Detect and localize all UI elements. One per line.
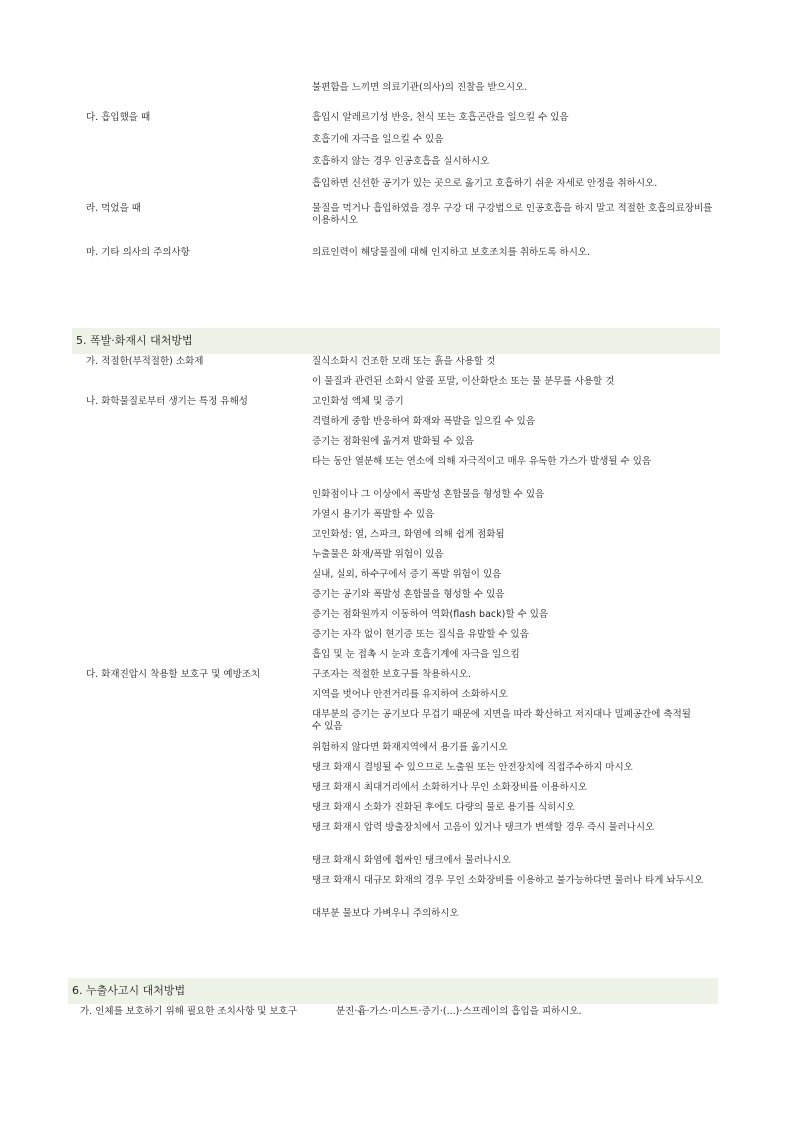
protect-value-8: 탱크 화재시 압력 방출장치에서 고음이 있거나 탱크가 변색할 경우 즉시 물러나시오 bbox=[312, 822, 655, 833]
protect-value-5: 탱크 화재시 결빙될 수 있으므로 노출원 또는 안전장치에 직접주수하지 마시오 bbox=[312, 762, 633, 773]
protect-value-11: 대부분 물보다 가벼우니 주의하시오 bbox=[312, 908, 459, 919]
section-5-title: 5. 폭발·화재시 대처방법 bbox=[72, 328, 720, 354]
hazard-value-5: 인화점이나 그 이상에서 폭발성 혼합물을 형성할 수 있음 bbox=[312, 489, 545, 500]
hazard-value-4: 타는 동안 열분해 또는 연소에 의해 자극적이고 매우 유독한 가스가 발생될 수 있음 bbox=[312, 456, 652, 467]
hazard-label: 나. 화학물질로부터 생기는 특정 유해성 bbox=[86, 396, 248, 407]
protect-value-2: 지역을 벗어나 안전거리를 유지하여 소화하시오 bbox=[312, 689, 508, 700]
body-protect-value: 분진·흄·가스·미스트·증기·(...)·스프레이의 흡입을 피하시오. bbox=[336, 1006, 582, 1017]
hazard-value-12: 증기는 자각 없이 현기증 또는 질식을 유발할 수 있음 bbox=[312, 629, 529, 640]
inhale-value-4: 흡입하면 신선한 공기가 있는 곳으로 옮기고 호흡하기 쉬운 자세로 안정을 취하시오. bbox=[312, 178, 658, 189]
hazard-value-6: 가열시 용기가 폭발할 수 있음 bbox=[312, 509, 435, 520]
doctor-value: 의료인력이 해당물질에 대해 인지하고 보호조치를 취하도록 하시오. bbox=[312, 247, 591, 258]
inhale-value-2: 호흡기에 자극을 일으킬 수 있음 bbox=[312, 134, 444, 145]
inhale-label: 다. 흡입했을 때 bbox=[86, 112, 151, 123]
protect-value-3: 대부분의 증기는 공기보다 무겁기 때문에 지면을 따라 확산하고 저지대나 밀폐공간에 축적될 수 있음 bbox=[312, 709, 691, 732]
protect-value-9: 탱크 화재시 화염에 휩싸인 탱크에서 물러나시오 bbox=[312, 855, 511, 866]
protect-label: 다. 화재진압시 착용할 보호구 및 예방조치 bbox=[86, 669, 261, 680]
hazard-value-2: 격렬하게 중합 반응하여 화재와 폭발을 일으킬 수 있음 bbox=[312, 416, 536, 427]
hazard-value-11: 증기는 점화원까지 이동하여 역화(flash back)할 수 있음 bbox=[312, 609, 549, 620]
ingest-label: 라. 먹었을 때 bbox=[86, 203, 141, 214]
protect-value-6: 탱크 화재시 최대거리에서 소화하거나 무인 소화장비를 이용하시오 bbox=[312, 782, 588, 793]
protect-value-4: 위험하지 않다면 화재지역에서 용기를 옮기시오 bbox=[312, 742, 508, 753]
hazard-value-1: 고인화성 액체 및 증기 bbox=[312, 396, 404, 407]
extinguisher-label: 가. 적절한(부적절한) 소화제 bbox=[86, 356, 204, 367]
protect-value-1: 구조자는 적절한 보호구를 착용하시오. bbox=[312, 669, 471, 680]
ingest-value: 물질을 먹거나 흡입하였을 경우 구강 대 구강법으로 인공호흡을 하지 말고 적절한 호흡의료장비를 이용하시오 bbox=[312, 203, 713, 226]
hazard-value-8: 누출물은 화재/폭발 위험이 있음 bbox=[312, 549, 444, 560]
inhale-value-1: 흡입시 알레르기성 반응, 천식 또는 호흡곤란을 일으킬 수 있음 bbox=[312, 112, 569, 123]
hazard-value-10: 증기는 공기와 폭발성 혼합물을 형성할 수 있음 bbox=[312, 589, 505, 600]
hazard-value-13: 흡입 및 눈 접촉 시 눈과 호흡기계에 자극을 일으킴 bbox=[312, 649, 520, 660]
first-aid-intro-value: 불편함을 느끼면 의료기관(의사)의 진찰을 받으시오. bbox=[312, 82, 528, 93]
protect-value-7: 탱크 화재시 소화가 진화된 후에도 다량의 물로 용기를 식히시오 bbox=[312, 802, 575, 813]
inhale-value-3: 호흡하지 않는 경우 인공호흡을 실시하시오 bbox=[312, 156, 490, 167]
body-protect-label: 가. 인체를 보호하기 위해 필요한 조치사항 및 보호구 bbox=[80, 1006, 297, 1017]
hazard-value-3: 증기는 점화원에 옮겨져 발화될 수 있음 bbox=[312, 436, 474, 447]
hazard-value-9: 실내, 실외, 하수구에서 증기 폭발 위험이 있음 bbox=[312, 569, 502, 580]
doctor-label: 마. 기타 의사의 주의사항 bbox=[86, 247, 190, 258]
extinguisher-value-2: 이 물질과 관련된 소화시 알콜 포말, 이산화탄소 또는 물 분무를 사용할 것 bbox=[312, 376, 615, 387]
extinguisher-value-1: 질식소화시 건조한 모래 또는 흙을 사용할 것 bbox=[312, 356, 496, 367]
section-6-title: 6. 누출사고시 대처방법 bbox=[68, 978, 718, 1004]
hazard-value-7: 고인화성: 열, 스파크, 화염에 의해 쉽게 점화됨 bbox=[312, 529, 505, 540]
protect-value-10: 탱크 화재시 대규모 화재의 경우 무인 소화장비를 이용하고 불가능하다면 물러나 타게 놔두시오 bbox=[312, 875, 704, 886]
